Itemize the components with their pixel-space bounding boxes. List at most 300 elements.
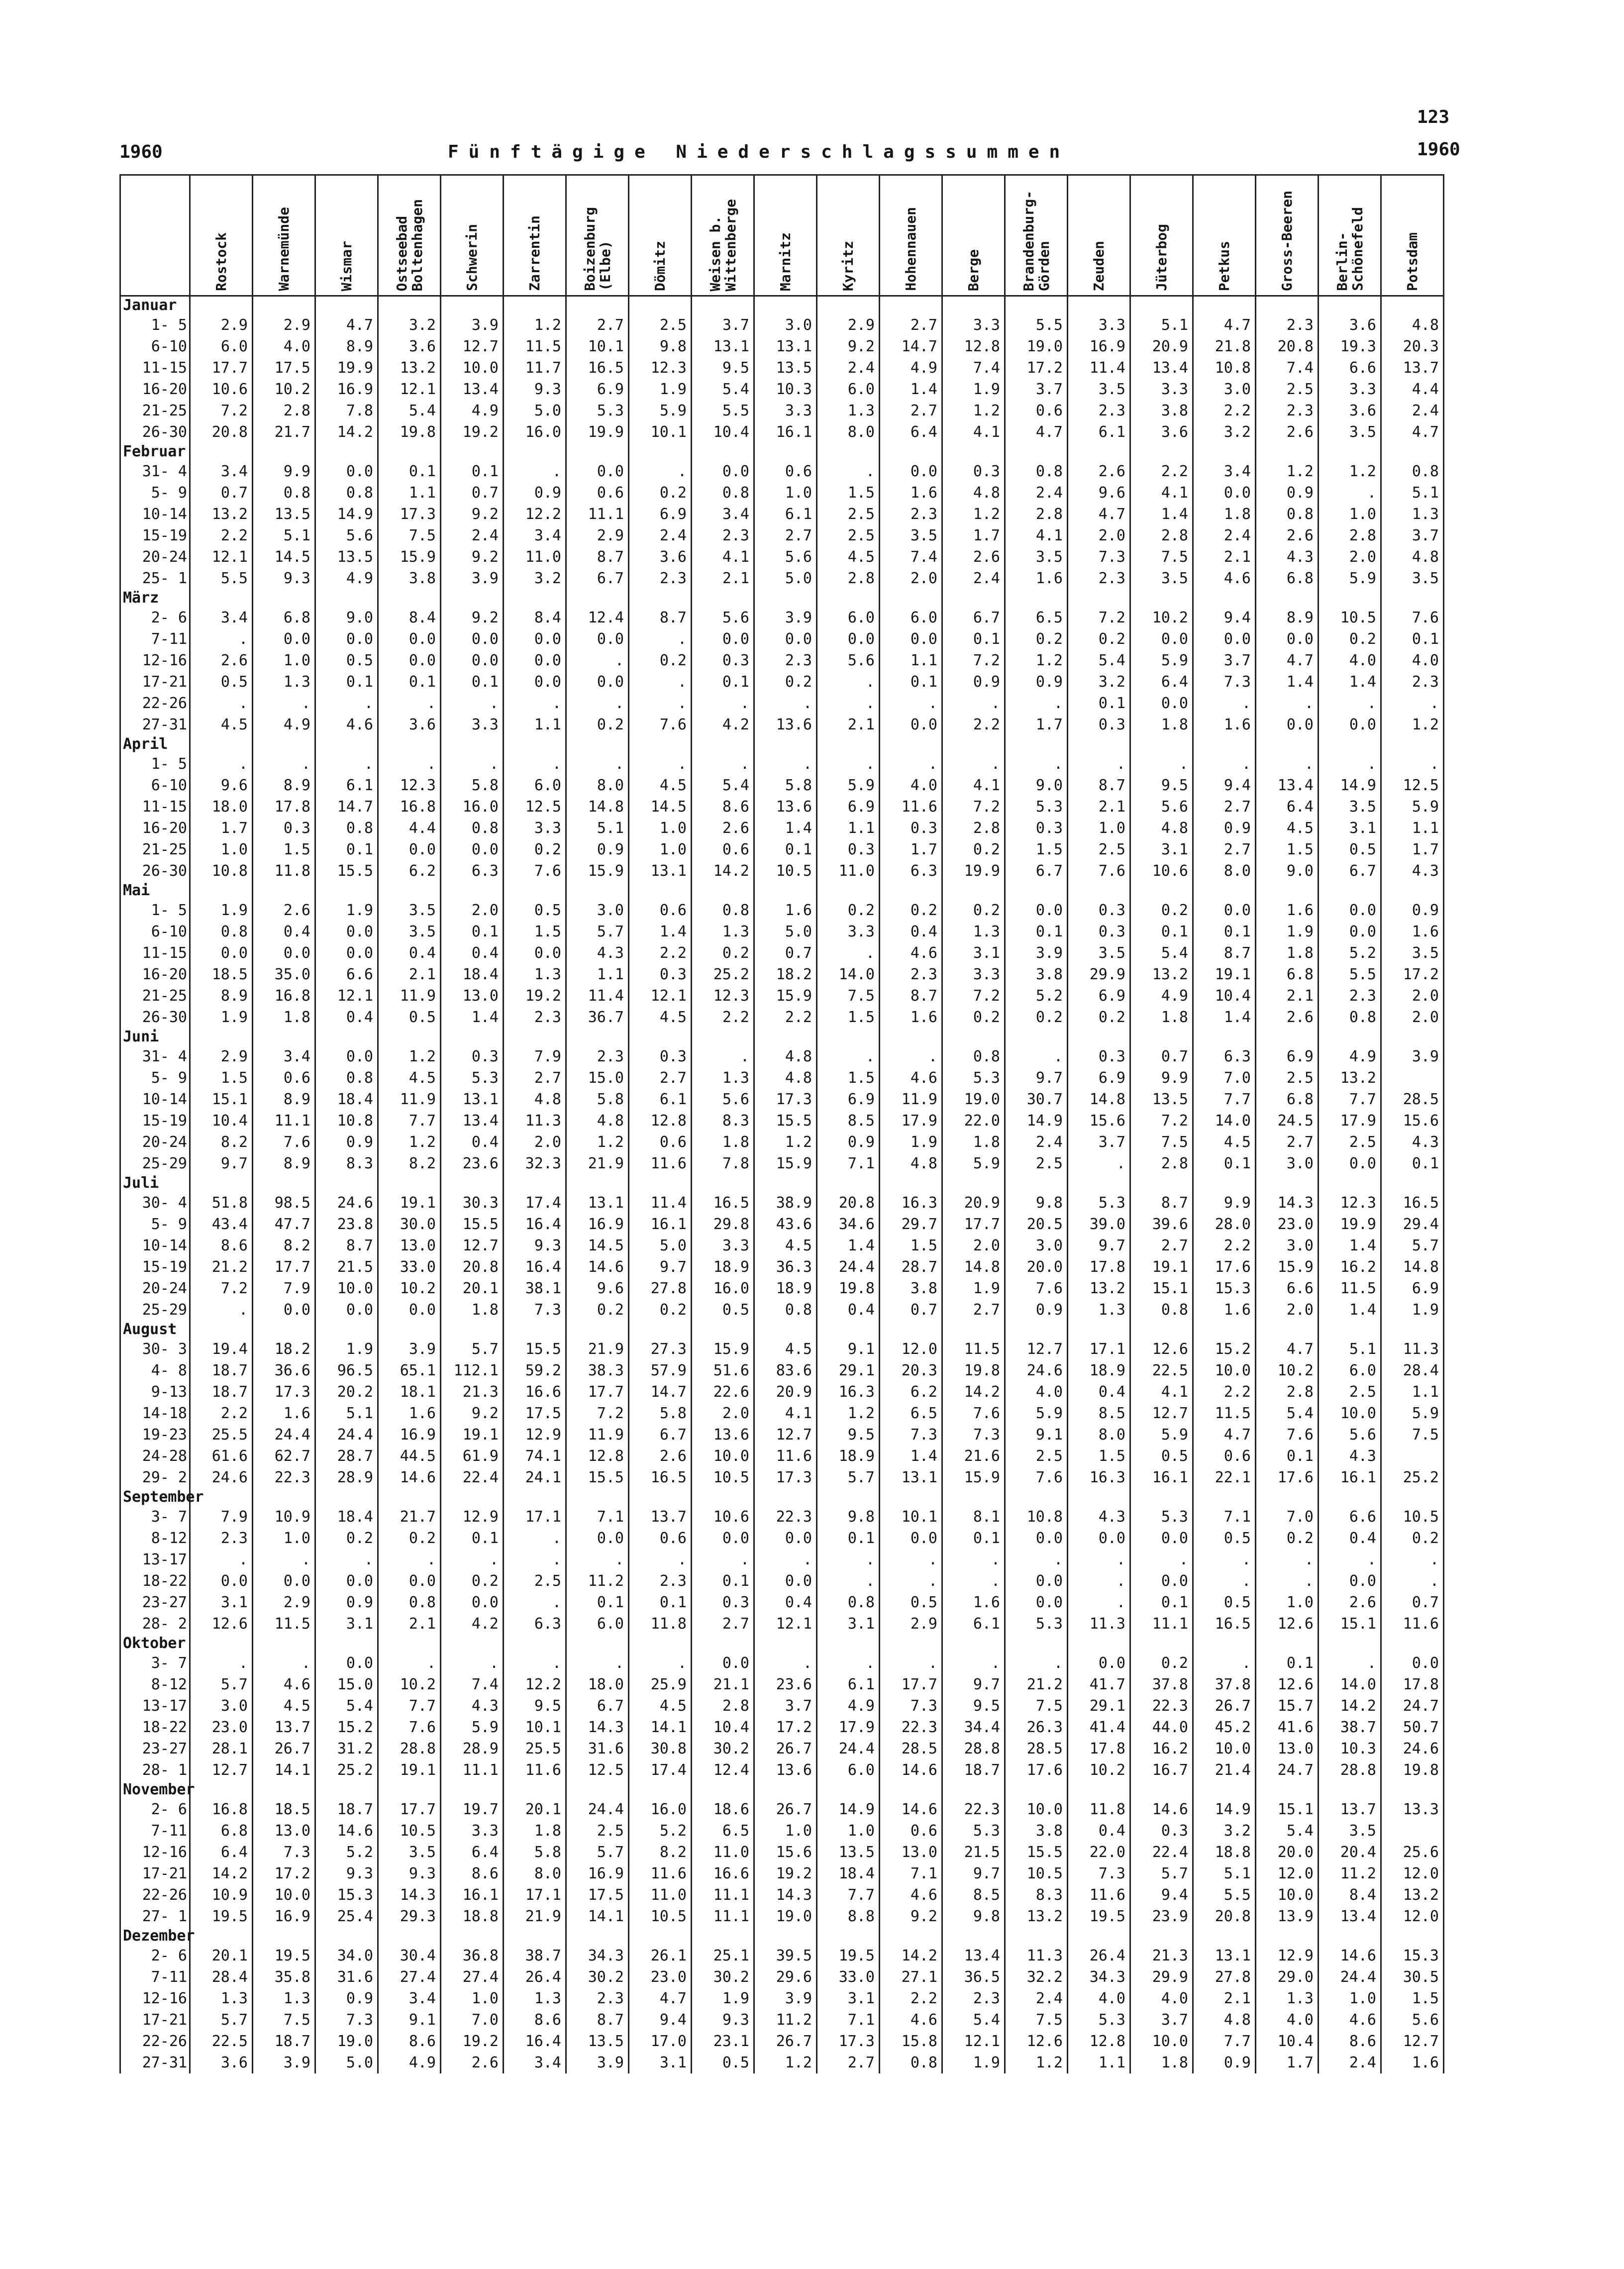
value-cell: 10.5 xyxy=(754,860,817,882)
empty-cell xyxy=(566,735,629,753)
value-cell: 16.0 xyxy=(629,1799,692,1820)
value-cell: 2.5 xyxy=(817,504,880,525)
value-cell: . xyxy=(692,1046,754,1067)
value-cell: 0.0 xyxy=(1193,900,1256,921)
value-cell: 6.7 xyxy=(566,568,629,589)
value-cell: 3.9 xyxy=(441,314,504,336)
value-cell: 2.0 xyxy=(1381,985,1444,1007)
value-cell: 18.2 xyxy=(754,964,817,985)
value-cell: 3.8 xyxy=(378,568,441,589)
value-cell: 13.7 xyxy=(1319,1799,1381,1820)
value-cell: 0.1 xyxy=(629,1592,692,1613)
value-cell: 20.2 xyxy=(315,1381,378,1403)
value-cell: 3.4 xyxy=(378,1988,441,2009)
value-cell: 20.4 xyxy=(1319,1842,1381,1863)
value-cell: 13.2 xyxy=(1319,1067,1381,1089)
value-cell: 4.0 xyxy=(1130,1988,1193,2009)
value-cell: 8.4 xyxy=(378,607,441,628)
empty-cell xyxy=(1005,735,1068,753)
empty-cell xyxy=(754,882,817,900)
value-cell: 10.8 xyxy=(1005,1506,1068,1528)
value-cell: . xyxy=(253,753,315,775)
value-cell: 19.5 xyxy=(253,1945,315,1966)
value-cell: 2.5 xyxy=(566,1820,629,1842)
value-cell: 1.2 xyxy=(754,2052,817,2073)
value-cell: 2.6 xyxy=(1068,461,1130,482)
value-cell: 20.8 xyxy=(1193,1906,1256,1927)
table-row xyxy=(120,1906,1444,1927)
value-cell: 5.1 xyxy=(566,818,629,839)
value-cell: 1.5 xyxy=(1256,839,1319,860)
value-cell: 2.5 xyxy=(1319,1381,1381,1403)
value-cell: 38.7 xyxy=(1319,1717,1381,1738)
month-label: Mai xyxy=(120,882,190,900)
value-cell: 8.0 xyxy=(817,421,880,443)
period-label: 17-21 xyxy=(120,671,190,693)
value-cell: 2.7 xyxy=(1130,1235,1193,1256)
value-cell: 12.8 xyxy=(566,1445,629,1467)
value-cell: 4.8 xyxy=(880,1153,942,1174)
value-cell: 11.6 xyxy=(754,1445,817,1467)
value-cell: 5.2 xyxy=(315,1842,378,1863)
value-cell: 4.7 xyxy=(1068,504,1130,525)
value-cell: 6.4 xyxy=(1130,671,1193,693)
value-cell: 14.6 xyxy=(1130,1799,1193,1820)
value-cell: 0.3 xyxy=(1068,900,1130,921)
value-cell: 1.2 xyxy=(1005,650,1068,671)
value-cell: 2.6 xyxy=(441,2052,504,2073)
period-label: 15-19 xyxy=(120,1110,190,1132)
value-cell: 25.5 xyxy=(190,1424,253,1445)
value-cell: 0.0 xyxy=(378,839,441,860)
value-cell: 4.7 xyxy=(1256,650,1319,671)
empty-cell xyxy=(1193,1927,1256,1945)
value-cell: 0.0 xyxy=(566,628,629,650)
value-cell: 2.0 xyxy=(1256,1299,1319,1321)
value-cell: 0.6 xyxy=(629,900,692,921)
value-cell: 2.4 xyxy=(441,525,504,546)
value-cell: 19.1 xyxy=(378,1192,441,1214)
value-cell: 1.4 xyxy=(1130,504,1193,525)
value-cell: 17.1 xyxy=(504,1884,566,1906)
value-cell: 5.6 xyxy=(1381,2009,1444,2031)
empty-cell xyxy=(629,589,692,607)
value-cell: 4.8 xyxy=(1381,314,1444,336)
period-label: 17-21 xyxy=(120,1863,190,1884)
empty-cell xyxy=(817,1321,880,1339)
value-cell: 1.6 xyxy=(378,1403,441,1424)
value-cell: 2.5 xyxy=(1068,839,1130,860)
value-cell: 8.3 xyxy=(692,1110,754,1132)
value-cell: 11.1 xyxy=(441,1759,504,1781)
month-label: September xyxy=(120,1488,190,1506)
value-cell: 2.2 xyxy=(1193,1235,1256,1256)
period-label: 21-25 xyxy=(120,839,190,860)
value-cell: 2.9 xyxy=(566,525,629,546)
value-cell: 13.1 xyxy=(880,1467,942,1488)
month-row xyxy=(120,1174,1444,1192)
value-cell: . xyxy=(1005,1652,1068,1674)
value-cell: 8.3 xyxy=(1005,1884,1068,1906)
empty-cell xyxy=(378,1321,441,1339)
value-cell: 5.0 xyxy=(629,1235,692,1256)
value-cell: 0.9 xyxy=(315,1988,378,2009)
value-cell: 1.8 xyxy=(1130,2052,1193,2073)
value-cell: 5.5 xyxy=(1319,964,1381,985)
value-cell: 2.5 xyxy=(1256,1067,1319,1089)
period-label: 16-20 xyxy=(120,818,190,839)
value-cell: 5.8 xyxy=(754,775,817,796)
value-cell: 15.3 xyxy=(315,1884,378,1906)
value-cell: 1.6 xyxy=(754,900,817,921)
value-cell: 2.5 xyxy=(629,314,692,336)
value-cell: 9.7 xyxy=(1068,1235,1130,1256)
value-cell: 0.2 xyxy=(942,839,1005,860)
value-cell: 0.0 xyxy=(880,461,942,482)
value-cell: 24.6 xyxy=(315,1192,378,1214)
value-cell: 10.2 xyxy=(1068,1759,1130,1781)
value-cell: 8.0 xyxy=(1193,860,1256,882)
month-row xyxy=(120,1488,1444,1506)
value-cell: 19.4 xyxy=(190,1339,253,1360)
period-label: 7-11 xyxy=(120,628,190,650)
value-cell: 2.3 xyxy=(566,1988,629,2009)
period-label: 31- 4 xyxy=(120,461,190,482)
value-cell: 3.4 xyxy=(1193,461,1256,482)
value-cell: 30.4 xyxy=(378,1945,441,1966)
value-cell: 8.2 xyxy=(190,1132,253,1153)
value-cell: 23.0 xyxy=(629,1966,692,1988)
value-cell: 4.3 xyxy=(1256,546,1319,568)
table-row xyxy=(120,546,1444,568)
value-cell: 26.7 xyxy=(1193,1695,1256,1717)
value-cell: 24.4 xyxy=(817,1738,880,1759)
value-cell: 2.6 xyxy=(692,818,754,839)
value-cell: 1.0 xyxy=(253,1528,315,1549)
value-cell: 10.1 xyxy=(880,1506,942,1528)
value-cell: 0.0 xyxy=(441,839,504,860)
value-cell: 0.0 xyxy=(817,628,880,650)
value-cell: 5.8 xyxy=(441,775,504,796)
value-cell: 0.6 xyxy=(1005,400,1068,421)
value-cell: 3.3 xyxy=(817,921,880,942)
empty-cell xyxy=(1256,1321,1319,1339)
value-cell: 0.9 xyxy=(315,1592,378,1613)
value-cell: 12.8 xyxy=(629,1110,692,1132)
empty-cell xyxy=(190,1781,253,1799)
value-cell: 2.2 xyxy=(942,714,1005,735)
value-cell: 3.9 xyxy=(566,2052,629,2073)
value-cell: 17.7 xyxy=(190,357,253,379)
value-cell: 5.3 xyxy=(942,1820,1005,1842)
value-cell: 16.9 xyxy=(566,1863,629,1884)
value-cell: 2.0 xyxy=(1068,525,1130,546)
station-name: Kyritz xyxy=(840,240,856,291)
value-cell: 11.1 xyxy=(253,1110,315,1132)
empty-cell xyxy=(1193,1028,1256,1046)
value-cell: 2.5 xyxy=(1005,1445,1068,1467)
value-cell: 15.2 xyxy=(1193,1339,1256,1360)
value-cell: 0.0 xyxy=(315,461,378,482)
table-row xyxy=(120,607,1444,628)
value-cell: 13.9 xyxy=(1256,1906,1319,1927)
value-cell: 35.0 xyxy=(253,964,315,985)
period-label: 10-14 xyxy=(120,1089,190,1110)
value-cell: 20.8 xyxy=(190,421,253,443)
value-cell: 7.3 xyxy=(880,1695,942,1717)
table-row xyxy=(120,693,1444,714)
value-cell: 6.2 xyxy=(378,860,441,882)
value-cell: 11.6 xyxy=(1381,1613,1444,1635)
empty-cell xyxy=(441,1174,504,1192)
value-cell: 0.1 xyxy=(566,1592,629,1613)
empty-cell xyxy=(817,1488,880,1506)
value-cell: 96.5 xyxy=(315,1360,378,1381)
value-cell: 17.3 xyxy=(253,1381,315,1403)
value-cell: 11.4 xyxy=(629,1192,692,1214)
value-cell: 11.0 xyxy=(629,1884,692,1906)
value-cell: 24.1 xyxy=(504,1467,566,1488)
value-cell: 3.2 xyxy=(1193,421,1256,443)
value-cell: 0.3 xyxy=(629,1046,692,1067)
value-cell: 21.7 xyxy=(253,421,315,443)
value-cell: 21.9 xyxy=(566,1339,629,1360)
value-cell: 29.9 xyxy=(1130,1966,1193,1988)
value-cell: 5.7 xyxy=(566,1842,629,1863)
value-cell: 12.9 xyxy=(441,1506,504,1528)
value-cell: 4.6 xyxy=(880,1067,942,1089)
month-label: August xyxy=(120,1321,190,1339)
empty-cell xyxy=(754,1635,817,1652)
value-cell: 14.9 xyxy=(1005,1110,1068,1132)
table-row xyxy=(120,1759,1444,1781)
value-cell: 4.8 xyxy=(566,1110,629,1132)
value-cell: 26.7 xyxy=(754,2031,817,2052)
value-cell: 2.2 xyxy=(692,1007,754,1028)
value-cell: 0.0 xyxy=(754,628,817,650)
value-cell: 2.8 xyxy=(1130,1153,1193,1174)
value-cell: . xyxy=(504,1549,566,1570)
value-cell: 19.1 xyxy=(378,1759,441,1781)
value-cell: 22.6 xyxy=(692,1381,754,1403)
value-cell: 4.4 xyxy=(378,818,441,839)
value-cell: 12.4 xyxy=(566,607,629,628)
value-cell: 5.5 xyxy=(1193,1884,1256,1906)
value-cell: 14.6 xyxy=(378,1467,441,1488)
value-cell: 6.3 xyxy=(504,1613,566,1635)
value-cell: 1.2 xyxy=(1319,461,1381,482)
value-cell: 14.6 xyxy=(566,1256,629,1278)
value-cell: 3.5 xyxy=(378,921,441,942)
station-header-row xyxy=(120,175,1444,296)
value-cell: 11.1 xyxy=(692,1884,754,1906)
value-cell: 0.1 xyxy=(692,1570,754,1592)
empty-cell xyxy=(1319,296,1381,315)
value-cell: 8.7 xyxy=(1130,1192,1193,1214)
empty-cell xyxy=(190,1028,253,1046)
empty-cell xyxy=(1381,1174,1444,1192)
value-cell: . xyxy=(1319,1652,1381,1674)
empty-cell xyxy=(880,1321,942,1339)
value-cell: 16.5 xyxy=(629,1467,692,1488)
value-cell: 10.4 xyxy=(692,1717,754,1738)
value-cell: . xyxy=(504,461,566,482)
value-cell: . xyxy=(566,693,629,714)
empty-cell xyxy=(629,1488,692,1506)
empty-cell xyxy=(629,1321,692,1339)
value-cell: 10.3 xyxy=(1319,1738,1381,1759)
value-cell: 25.4 xyxy=(315,1906,378,1927)
value-cell: 8.6 xyxy=(504,2009,566,2031)
value-cell: 13.7 xyxy=(629,1506,692,1528)
value-cell: 12.7 xyxy=(190,1759,253,1781)
value-cell: 24.6 xyxy=(1381,1738,1444,1759)
value-cell: 0.6 xyxy=(880,1820,942,1842)
value-cell: 15.6 xyxy=(1068,1110,1130,1132)
value-cell: 2.4 xyxy=(1005,482,1068,504)
value-cell: 1.5 xyxy=(504,921,566,942)
value-cell: 19.9 xyxy=(315,357,378,379)
value-cell: 15.7 xyxy=(1256,1695,1319,1717)
value-cell: 9.6 xyxy=(190,775,253,796)
table-row xyxy=(120,1674,1444,1695)
value-cell: 36.3 xyxy=(754,1256,817,1278)
empty-cell xyxy=(253,882,315,900)
value-cell: 19.7 xyxy=(441,1799,504,1820)
empty-cell xyxy=(692,1174,754,1192)
value-cell: . xyxy=(190,753,253,775)
value-cell: 2.7 xyxy=(817,2052,880,2073)
value-cell: . xyxy=(253,693,315,714)
value-cell: 0.0 xyxy=(315,942,378,964)
period-label: 27-31 xyxy=(120,714,190,735)
value-cell: 1.5 xyxy=(253,839,315,860)
value-cell: 1.8 xyxy=(942,1132,1005,1153)
empty-cell xyxy=(504,1488,566,1506)
period-label: 3- 7 xyxy=(120,1506,190,1528)
value-cell: 12.3 xyxy=(629,357,692,379)
table-row xyxy=(120,1613,1444,1635)
month-row xyxy=(120,589,1444,607)
value-cell: 15.5 xyxy=(504,1339,566,1360)
value-cell: 14.2 xyxy=(880,1945,942,1966)
value-cell: 3.6 xyxy=(190,2052,253,2073)
value-cell: 0.0 xyxy=(692,1528,754,1549)
value-cell: 1.1 xyxy=(1381,818,1444,839)
value-cell: 12.1 xyxy=(754,1613,817,1635)
value-cell: 3.5 xyxy=(1319,1820,1381,1842)
value-cell: 2.8 xyxy=(1130,525,1193,546)
value-cell: 11.5 xyxy=(253,1613,315,1635)
value-cell: 4.1 xyxy=(692,546,754,568)
value-cell: 16.9 xyxy=(1068,336,1130,357)
value-cell: 26.1 xyxy=(629,1945,692,1966)
value-cell: 11.6 xyxy=(629,1863,692,1884)
empty-cell xyxy=(566,1321,629,1339)
value-cell: 7.6 xyxy=(1381,607,1444,628)
empty-cell xyxy=(1381,296,1444,315)
period-label: 24-28 xyxy=(120,1445,190,1467)
value-cell: 22.4 xyxy=(441,1467,504,1488)
value-cell: 2.5 xyxy=(817,525,880,546)
table-row xyxy=(120,900,1444,921)
empty-cell xyxy=(1381,1321,1444,1339)
value-cell: 0.3 xyxy=(253,818,315,839)
value-cell: 22.3 xyxy=(942,1799,1005,1820)
value-cell: 0.0 xyxy=(315,1652,378,1674)
value-cell: 18.7 xyxy=(942,1759,1005,1781)
value-cell: 9.7 xyxy=(1005,1067,1068,1089)
value-cell: 5.7 xyxy=(1130,1863,1193,1884)
value-cell: . xyxy=(754,1549,817,1570)
value-cell: . xyxy=(817,1570,880,1592)
value-cell: 25.9 xyxy=(629,1674,692,1695)
value-cell: 5.5 xyxy=(1005,314,1068,336)
value-cell: 11.1 xyxy=(692,1906,754,1927)
value-cell: 23.6 xyxy=(441,1153,504,1174)
month-row xyxy=(120,1028,1444,1046)
value-cell: 16.4 xyxy=(504,1214,566,1235)
value-cell: 2.3 xyxy=(1068,568,1130,589)
value-cell: 6.0 xyxy=(566,1613,629,1635)
period-label: 8-12 xyxy=(120,1674,190,1695)
value-cell: 3.4 xyxy=(190,461,253,482)
value-cell: 3.5 xyxy=(1381,942,1444,964)
value-cell: 7.1 xyxy=(1193,1506,1256,1528)
value-cell: 7.3 xyxy=(253,1842,315,1863)
value-cell: 0.2 xyxy=(315,1528,378,1549)
value-cell: 2.3 xyxy=(880,964,942,985)
table-row xyxy=(120,2031,1444,2052)
value-cell: 3.0 xyxy=(1256,1153,1319,1174)
month-label: Februar xyxy=(120,443,190,461)
period-label: 11-15 xyxy=(120,942,190,964)
table-row xyxy=(120,400,1444,421)
value-cell: 4.2 xyxy=(441,1613,504,1635)
value-cell: 13.4 xyxy=(1130,357,1193,379)
empty-cell xyxy=(1005,1488,1068,1506)
value-cell: 17.3 xyxy=(378,504,441,525)
value-cell: 0.1 xyxy=(1130,1592,1193,1613)
value-cell: 7.7 xyxy=(378,1110,441,1132)
value-cell: 0.3 xyxy=(692,650,754,671)
value-cell: 2.0 xyxy=(504,1132,566,1153)
period-label: 9-13 xyxy=(120,1381,190,1403)
value-cell: 30.5 xyxy=(1381,1966,1444,1988)
empty-cell xyxy=(692,1781,754,1799)
value-cell: 4.9 xyxy=(378,2052,441,2073)
value-cell: 5.3 xyxy=(942,1067,1005,1089)
value-cell: 7.4 xyxy=(942,357,1005,379)
empty-cell xyxy=(1319,735,1381,753)
period-label: 27-31 xyxy=(120,2052,190,2073)
value-cell: 2.3 xyxy=(1256,400,1319,421)
value-cell: 0.6 xyxy=(1193,1445,1256,1467)
value-cell: 0.2 xyxy=(504,839,566,860)
value-cell: 22.3 xyxy=(880,1717,942,1738)
value-cell: 8.7 xyxy=(1193,942,1256,964)
value-cell: 17.7 xyxy=(880,1674,942,1695)
value-cell: 0.5 xyxy=(692,1299,754,1321)
value-cell: 28.0 xyxy=(1193,1214,1256,1235)
value-cell: 7.8 xyxy=(315,400,378,421)
value-cell: . xyxy=(629,693,692,714)
value-cell: 1.0 xyxy=(1068,818,1130,839)
value-cell: 0.4 xyxy=(378,942,441,964)
value-cell: 17.8 xyxy=(1068,1256,1130,1278)
value-cell: 13.7 xyxy=(253,1717,315,1738)
empty-cell xyxy=(942,1488,1005,1506)
